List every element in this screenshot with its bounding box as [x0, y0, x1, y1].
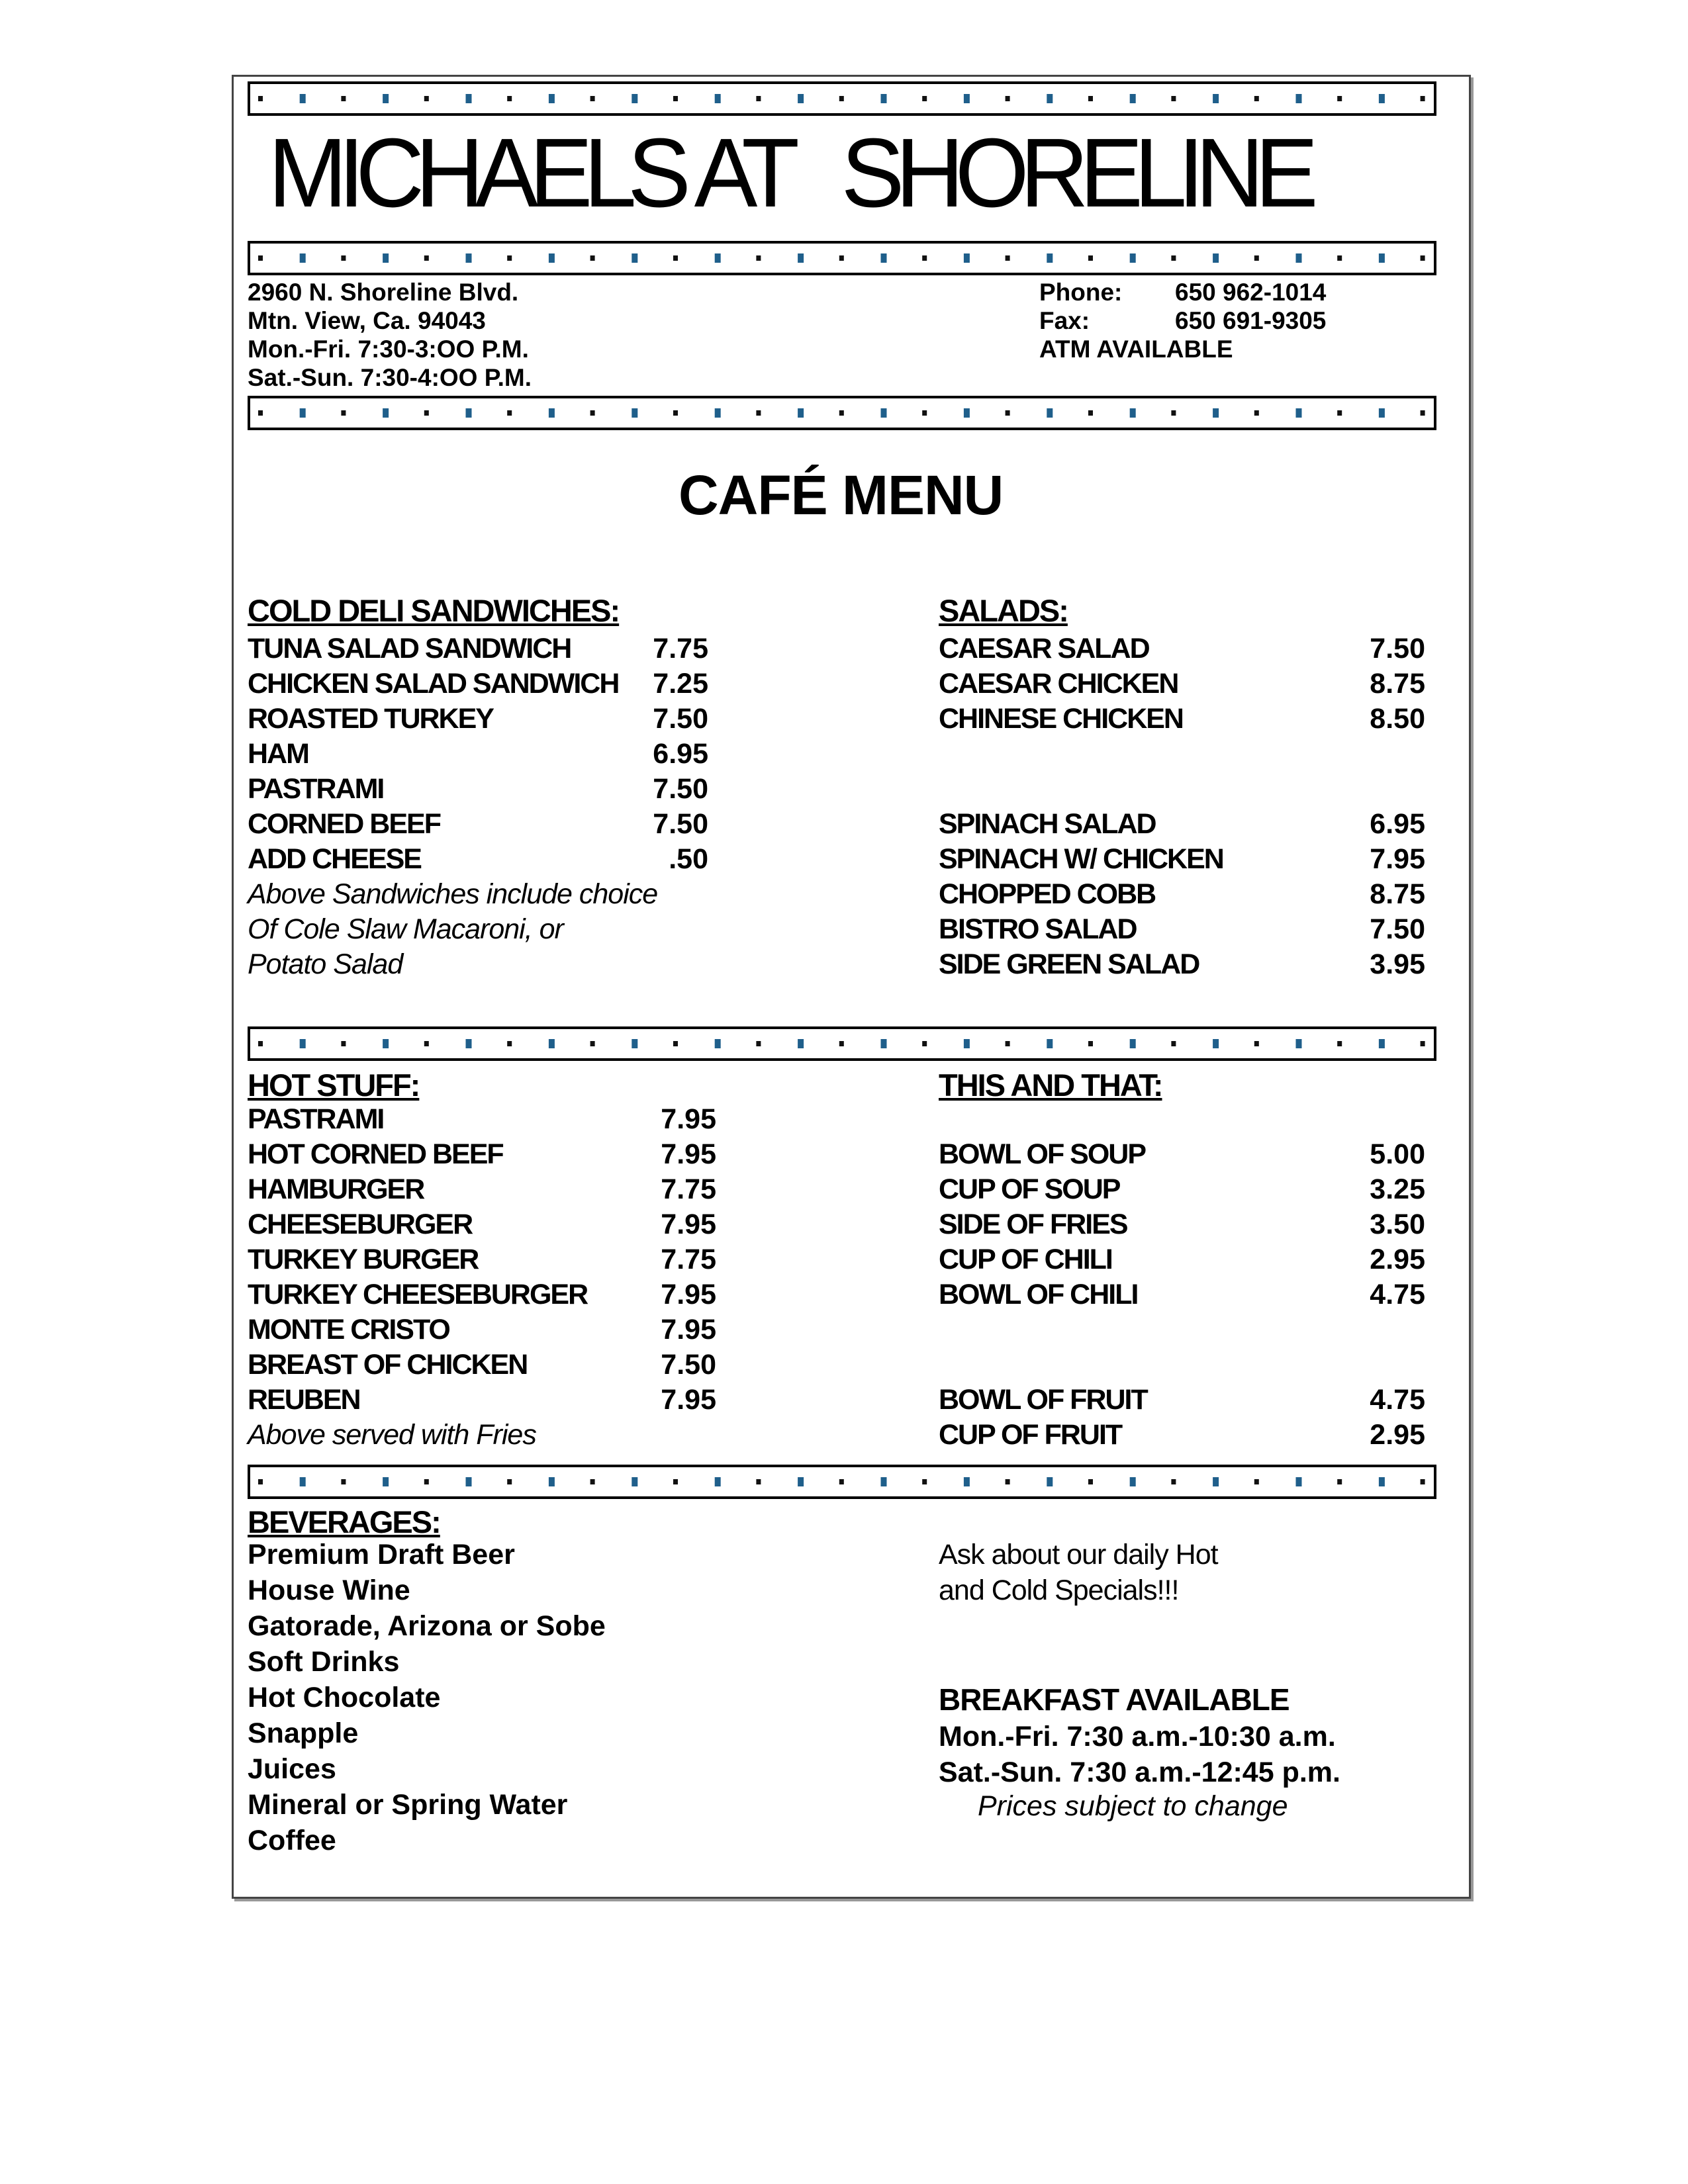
decorative-dot	[1130, 94, 1136, 103]
decorative-dot	[1047, 1477, 1053, 1486]
decorative-dot	[756, 1041, 761, 1046]
decorative-dot	[881, 408, 887, 418]
decorative-dot	[1171, 410, 1176, 416]
menu-item-price: 3.25	[1370, 1173, 1425, 1205]
beverage-item: Snapple	[248, 1717, 359, 1749]
decorative-dot	[383, 94, 389, 103]
decorative-dot	[1088, 1041, 1093, 1046]
decorative-dot	[466, 408, 472, 418]
this-and-that-list	[939, 1102, 1425, 1453]
menu-item-price: 7.95	[1370, 843, 1425, 875]
menu-item	[939, 702, 1425, 737]
decorative-dot	[466, 253, 472, 263]
decorative-dot	[1171, 1479, 1176, 1484]
menu-item-price: 7.50	[653, 703, 708, 735]
beverage-item: House Wine	[248, 1574, 410, 1606]
menu-item-price: 2.95	[1370, 1419, 1425, 1451]
phone-label: Phone:	[1039, 279, 1123, 306]
menu-item-price: 5.00	[1370, 1138, 1425, 1170]
menu-item-name: CUP OF SOUP	[939, 1173, 1120, 1205]
menu-item	[939, 1242, 1425, 1277]
menu-item	[939, 912, 1425, 947]
menu-item-price: 8.75	[1370, 878, 1425, 910]
decorative-dot	[424, 1041, 429, 1046]
phone-row	[1039, 278, 1327, 306]
restaurant-title: MICHAELS AT SHORELINE	[268, 118, 1310, 228]
beverage-item: Hot Chocolate	[248, 1682, 441, 1713]
menu-item-name: CHICKEN SALAD SANDWICH	[248, 668, 619, 700]
menu-item	[939, 842, 1425, 877]
menu-item-name: ADD CHEESE	[248, 843, 421, 875]
decorative-band-middle	[248, 1026, 1436, 1061]
decorative-dot	[507, 96, 512, 101]
menu-item-name: PASTRAMI	[248, 1103, 384, 1135]
decorative-dot	[1213, 1039, 1219, 1048]
decorative-dot	[258, 96, 263, 101]
decorative-dot	[839, 255, 844, 261]
menu-item-price: 7.95	[661, 1103, 716, 1135]
decorative-dot	[922, 410, 927, 416]
cold-deli-heading: COLD DELI SANDWICHES:	[248, 593, 620, 628]
menu-item-name: CHINESE CHICKEN	[939, 703, 1183, 735]
decorative-dot	[549, 253, 555, 263]
beverage-item: Coffee	[248, 1825, 336, 1856]
menu-item	[939, 1383, 1425, 1418]
decorative-dot	[466, 94, 472, 103]
decorative-dot	[1088, 255, 1093, 261]
menu-item-price: 7.75	[661, 1173, 716, 1205]
decorative-dot	[756, 1479, 761, 1484]
atm-notice: ATM AVAILABLE	[1039, 336, 1233, 363]
decorative-dot	[590, 96, 595, 101]
decorative-dot	[507, 410, 512, 416]
decorative-dot	[881, 1477, 887, 1486]
menu-item	[248, 666, 711, 702]
decorative-dot	[258, 1479, 263, 1484]
menu-item	[248, 772, 711, 807]
decorative-dot	[549, 408, 555, 418]
menu-item-name: SPINACH SALAD	[939, 808, 1156, 840]
menu-item-name: CHEESEBURGER	[248, 1208, 473, 1240]
menu-item-name: BOWL OF CHILI	[939, 1279, 1138, 1310]
decorative-dot	[341, 1041, 346, 1046]
menu-item	[939, 1312, 1425, 1347]
menu-item-name: CAESAR CHICKEN	[939, 668, 1178, 700]
decorative-dot	[1006, 96, 1010, 101]
decorative-dot	[1171, 1041, 1176, 1046]
breakfast-heading: BREAKFAST AVAILABLE	[939, 1682, 1289, 1717]
decorative-dot	[1296, 94, 1302, 103]
decorative-dot	[1171, 96, 1176, 101]
decorative-dot	[839, 1479, 844, 1484]
decorative-dot	[300, 253, 306, 263]
decorative-dot	[341, 96, 346, 101]
decorative-dot	[1213, 1477, 1219, 1486]
fax-number: 650 691-9305	[1175, 307, 1327, 334]
menu-item-name: HAM	[248, 738, 308, 770]
hours-line: Mon.-Fri. 7:30-3:OO P.M.	[248, 336, 529, 363]
decorative-dot	[1379, 1039, 1385, 1048]
salads-heading: SALADS:	[939, 593, 1068, 628]
decorative-dot	[922, 96, 927, 101]
prices-disclaimer: Prices subject to change	[978, 1790, 1288, 1822]
decorative-dot	[756, 255, 761, 261]
menu-item	[939, 877, 1425, 912]
hot-stuff-note: Above served with Fries	[248, 1419, 536, 1451]
decorative-dot	[922, 1479, 927, 1484]
menu-item-name: BISTRO SALAD	[939, 913, 1137, 945]
decorative-band-header-bottom	[248, 241, 1436, 275]
decorative-dot	[632, 1477, 637, 1486]
decorative-dot	[715, 94, 721, 103]
cold-deli-note: Above Sandwiches include choice Of Cole Slaw Macaroni, or Potato Salad	[248, 878, 658, 980]
menu-item	[248, 1277, 718, 1312]
decorative-dot	[673, 1479, 678, 1484]
decorative-dot	[964, 253, 970, 263]
decorative-dot	[1337, 1041, 1342, 1046]
decorative-dot	[715, 1477, 721, 1486]
decorative-dot	[1254, 410, 1259, 416]
decorative-dot	[507, 1479, 512, 1484]
menu-item-name: TURKEY CHEESEBURGER	[248, 1279, 588, 1310]
menu-item-name: SIDE OF FRIES	[939, 1208, 1127, 1240]
fax-label: Fax:	[1039, 307, 1090, 334]
decorative-dot	[964, 408, 970, 418]
menu-item-price: .50	[669, 843, 708, 875]
menu-item-name: CAESAR SALAD	[939, 633, 1149, 664]
decorative-dot	[341, 410, 346, 416]
menu-item	[939, 1172, 1425, 1207]
menu-item-name: PASTRAMI	[248, 773, 384, 805]
decorative-dot	[424, 1479, 429, 1484]
menu-item	[939, 1347, 1425, 1383]
decorative-dot	[466, 1477, 472, 1486]
decorative-dot	[798, 253, 804, 263]
decorative-dot	[383, 1477, 389, 1486]
decorative-dot	[632, 408, 637, 418]
decorative-dot	[1088, 1479, 1093, 1484]
decorative-dot	[549, 1477, 555, 1486]
decorative-dot	[1171, 255, 1176, 261]
decorative-dot	[1254, 1479, 1259, 1484]
menu-item	[939, 807, 1425, 842]
decorative-dot	[798, 1039, 804, 1048]
decorative-dot	[590, 1041, 595, 1046]
decorative-dot	[1254, 96, 1259, 101]
decorative-dot	[1047, 1039, 1053, 1048]
menu-item	[939, 1207, 1425, 1242]
decorative-dot	[1130, 408, 1136, 418]
menu-item	[248, 631, 711, 666]
menu-item-name: MONTE CRISTO	[248, 1314, 449, 1345]
decorative-dot	[1254, 1041, 1259, 1046]
menu-item-name: CHOPPED COBB	[939, 878, 1156, 910]
decorative-dot	[549, 94, 555, 103]
menu-item-name: CUP OF CHILI	[939, 1244, 1112, 1275]
decorative-dot	[1254, 255, 1259, 261]
menu-item	[248, 1312, 718, 1347]
menu-item	[939, 1277, 1425, 1312]
decorative-dot	[1088, 96, 1093, 101]
phone-number: 650 962-1014	[1175, 279, 1327, 306]
menu-item-price: 4.75	[1370, 1279, 1425, 1310]
menu-item-price: 3.95	[1370, 948, 1425, 980]
menu-item-name: BREAST OF CHICKEN	[248, 1349, 528, 1381]
decorative-dot	[383, 253, 389, 263]
decorative-dot	[1337, 255, 1342, 261]
menu-item-name: CUP OF FRUIT	[939, 1419, 1122, 1451]
decorative-dot	[922, 255, 927, 261]
menu-item	[248, 807, 711, 842]
decorative-dot	[964, 1477, 970, 1486]
decorative-dot	[1296, 408, 1302, 418]
beverage-item: Premium Draft Beer	[248, 1539, 515, 1570]
beverage-item: Juices	[248, 1753, 336, 1785]
beverage-item: Gatorade, Arizona or Sobe	[248, 1610, 606, 1642]
menu-item	[248, 1383, 718, 1418]
menu-item	[248, 1207, 718, 1242]
menu-item	[248, 842, 711, 877]
menu-item-price: 7.50	[653, 773, 708, 805]
menu-item	[939, 947, 1425, 982]
decorative-dot	[632, 94, 637, 103]
menu-item-name: HOT CORNED BEEF	[248, 1138, 503, 1170]
hot-stuff-list	[248, 1102, 718, 1418]
decorative-dot	[1047, 253, 1053, 263]
decorative-dot	[1379, 253, 1385, 263]
this-and-that-heading: THIS AND THAT:	[939, 1068, 1162, 1103]
hours-line: Sat.-Sun. 7:30-4:OO P.M.	[248, 364, 532, 391]
address-line: 2960 N. Shoreline Blvd.	[248, 279, 519, 306]
decorative-dot	[922, 1041, 927, 1046]
menu-item-name: CORNED BEEF	[248, 808, 440, 840]
menu-item-price: 6.95	[1370, 808, 1425, 840]
decorative-dot	[383, 408, 389, 418]
decorative-dot	[258, 255, 263, 261]
menu-item-price: 7.25	[653, 668, 708, 700]
daily-specials-note: Ask about our daily Hot and Cold Specials!!!	[939, 1539, 1218, 1606]
menu-item-price: 7.50	[1370, 633, 1425, 664]
decorative-dot	[632, 253, 637, 263]
decorative-dot	[673, 255, 678, 261]
breakfast-weekday-hours: Mon.-Fri. 7:30 a.m.-10:30 a.m.	[939, 1721, 1336, 1752]
decorative-dot	[1006, 410, 1010, 416]
menu-item-price: 7.95	[661, 1384, 716, 1416]
decorative-dot	[964, 1039, 970, 1048]
decorative-dot	[424, 410, 429, 416]
cafe-menu-heading: CAFÉ MENU	[679, 464, 1004, 526]
decorative-dot	[632, 1039, 637, 1048]
decorative-dot	[341, 255, 346, 261]
menu-item	[248, 1242, 718, 1277]
decorative-dot	[1296, 1039, 1302, 1048]
beverage-item: Mineral or Spring Water	[248, 1789, 568, 1821]
decorative-dot	[507, 255, 512, 261]
decorative-dot	[1379, 408, 1385, 418]
menu-item-price: 4.75	[1370, 1384, 1425, 1416]
menu-item	[939, 1418, 1425, 1453]
decorative-dot	[1421, 1479, 1425, 1484]
cold-deli-list	[248, 631, 711, 877]
menu-item	[248, 737, 711, 772]
menu-item-price: 2.95	[1370, 1244, 1425, 1275]
decorative-dot	[756, 96, 761, 101]
decorative-dot	[964, 94, 970, 103]
beverage-item: Soft Drinks	[248, 1646, 400, 1678]
decorative-dot	[673, 410, 678, 416]
decorative-dot	[881, 94, 887, 103]
decorative-dot	[1296, 1477, 1302, 1486]
decorative-band-top	[248, 81, 1436, 116]
menu-item	[939, 1137, 1425, 1172]
decorative-dot	[300, 1039, 306, 1048]
menu-item	[939, 737, 1425, 772]
menu-item	[939, 666, 1425, 702]
decorative-dot	[756, 410, 761, 416]
decorative-dot	[1337, 96, 1342, 101]
decorative-dot	[1130, 1039, 1136, 1048]
decorative-dot	[715, 1039, 721, 1048]
menu-item-price: 7.75	[653, 633, 708, 664]
decorative-dot	[715, 408, 721, 418]
beverages-heading: BEVERAGES:	[248, 1504, 440, 1539]
decorative-dot	[590, 1479, 595, 1484]
address-line: Mtn. View, Ca. 94043	[248, 307, 486, 334]
decorative-dot	[1379, 1477, 1385, 1486]
decorative-dot	[1421, 1041, 1425, 1046]
decorative-band-lower	[248, 1465, 1436, 1499]
decorative-dot	[1088, 410, 1093, 416]
menu-item	[939, 631, 1425, 666]
menu-item	[939, 772, 1425, 807]
decorative-band-info-bottom	[248, 396, 1436, 430]
menu-item-price: 7.95	[661, 1314, 716, 1345]
decorative-dot	[300, 94, 306, 103]
menu-item-name: SIDE GREEN SALAD	[939, 948, 1199, 980]
salads-list	[939, 631, 1425, 982]
menu-item-price: 7.95	[661, 1279, 716, 1310]
menu-item-name: ROASTED TURKEY	[248, 703, 493, 735]
menu-item-name: BOWL OF FRUIT	[939, 1384, 1147, 1416]
decorative-dot	[1006, 1041, 1010, 1046]
breakfast-weekend-hours: Sat.-Sun. 7:30 a.m.-12:45 p.m.	[939, 1756, 1340, 1788]
decorative-dot	[881, 1039, 887, 1048]
menu-item-price: 6.95	[653, 738, 708, 770]
menu-item-price: 7.50	[1370, 913, 1425, 945]
menu-item-name: HAMBURGER	[248, 1173, 424, 1205]
decorative-dot	[839, 96, 844, 101]
decorative-dot	[1337, 1479, 1342, 1484]
menu-item-price: 3.50	[1370, 1208, 1425, 1240]
menu-item	[248, 1137, 718, 1172]
decorative-dot	[590, 410, 595, 416]
decorative-dot	[1006, 1479, 1010, 1484]
menu-item	[248, 1102, 718, 1137]
menu-item-price: 7.50	[653, 808, 708, 840]
menu-item	[248, 1172, 718, 1207]
hot-stuff-heading: HOT STUFF:	[248, 1068, 420, 1103]
menu-item	[248, 1347, 718, 1383]
menu-item-name: SPINACH W/ CHICKEN	[939, 843, 1223, 875]
decorative-dot	[839, 1041, 844, 1046]
decorative-dot	[424, 255, 429, 261]
decorative-dot	[798, 408, 804, 418]
menu-item-price: 7.95	[661, 1208, 716, 1240]
decorative-dot	[507, 1041, 512, 1046]
decorative-dot	[673, 96, 678, 101]
decorative-dot	[300, 1477, 306, 1486]
decorative-dot	[1337, 410, 1342, 416]
decorative-dot	[1047, 94, 1053, 103]
menu-item-price: 7.75	[661, 1244, 716, 1275]
fax-row	[1039, 306, 1327, 335]
decorative-dot	[1421, 96, 1425, 101]
menu-item-price: 8.75	[1370, 668, 1425, 700]
decorative-dot	[798, 1477, 804, 1486]
decorative-dot	[341, 1479, 346, 1484]
decorative-dot	[1006, 255, 1010, 261]
decorative-dot	[715, 253, 721, 263]
beverages-list	[248, 1537, 606, 1858]
decorative-dot	[466, 1039, 472, 1048]
decorative-dot	[1421, 255, 1425, 261]
decorative-dot	[300, 408, 306, 418]
menu-item-name: TURKEY BURGER	[248, 1244, 479, 1275]
menu-item-name: REUBEN	[248, 1384, 360, 1416]
decorative-dot	[1130, 253, 1136, 263]
decorative-dot	[383, 1039, 389, 1048]
decorative-dot	[1213, 253, 1219, 263]
menu-item	[248, 702, 711, 737]
menu-item-name: BOWL OF SOUP	[939, 1138, 1146, 1170]
decorative-dot	[424, 96, 429, 101]
decorative-dot	[258, 1041, 263, 1046]
menu-item-name: TUNA SALAD SANDWICH	[248, 633, 571, 664]
decorative-dot	[1047, 408, 1053, 418]
decorative-dot	[1421, 410, 1425, 416]
decorative-dot	[1379, 94, 1385, 103]
decorative-dot	[549, 1039, 555, 1048]
decorative-dot	[881, 253, 887, 263]
decorative-dot	[1130, 1477, 1136, 1486]
decorative-dot	[258, 410, 263, 416]
menu-item-price: 7.50	[661, 1349, 716, 1381]
decorative-dot	[1296, 253, 1302, 263]
decorative-dot	[1213, 408, 1219, 418]
decorative-dot	[590, 255, 595, 261]
menu-item-price: 7.95	[661, 1138, 716, 1170]
decorative-dot	[673, 1041, 678, 1046]
decorative-dot	[839, 410, 844, 416]
decorative-dot	[1213, 94, 1219, 103]
menu-item-price: 8.50	[1370, 703, 1425, 735]
menu-item	[939, 1102, 1425, 1137]
decorative-dot	[798, 94, 804, 103]
